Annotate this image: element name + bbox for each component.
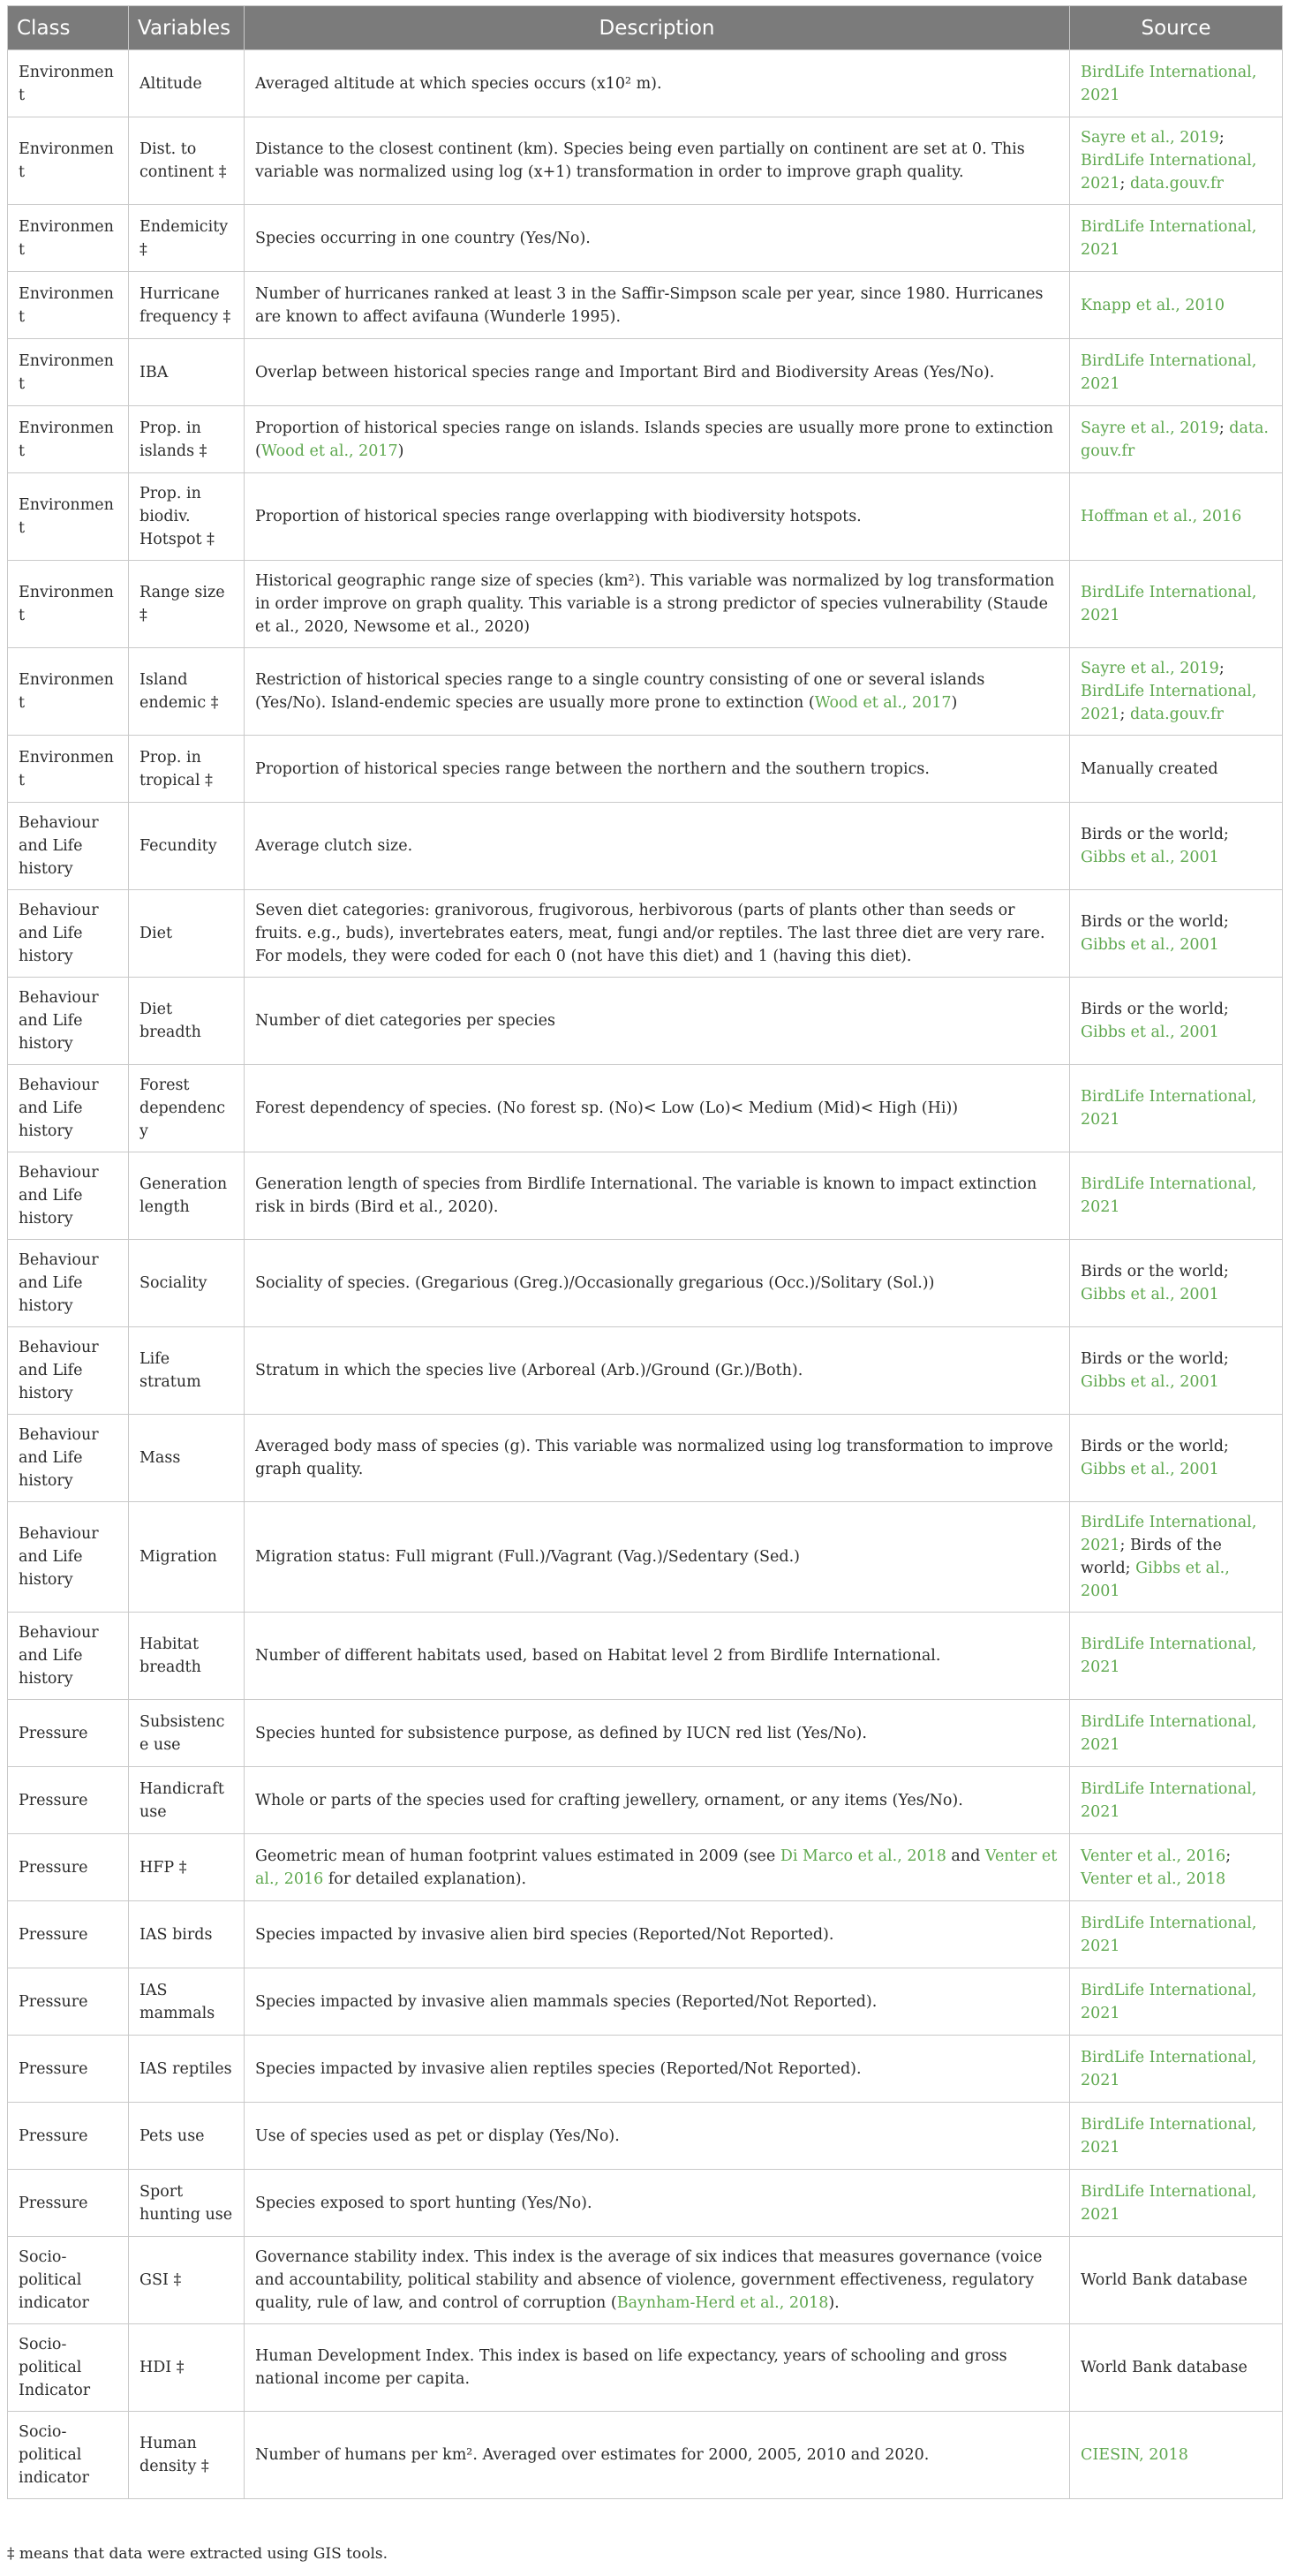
source-link[interactable]: BirdLife International, 2021 (1081, 1175, 1257, 1216)
table-row (8, 1065, 1283, 1152)
cell-source (1070, 2412, 1283, 2499)
source-link[interactable]: CIESIN, 2018 (1081, 2446, 1188, 2464)
cell-class: Behaviour and Life history (8, 1502, 129, 1613)
cell-description (245, 117, 1070, 205)
table-header-row (8, 6, 1283, 50)
cell-class: Environment (8, 406, 129, 473)
table-row (8, 2237, 1283, 2324)
cell-variable: HFP ‡ (129, 1834, 245, 1901)
cell-description (245, 561, 1070, 648)
table-row (8, 648, 1283, 736)
cell-source (1070, 2170, 1283, 2237)
source-link[interactable]: Gibbs et al., 2001 (1081, 1560, 1230, 1600)
cell-description (245, 736, 1070, 803)
citation-link[interactable]: Wood et al., 2017 (260, 442, 398, 460)
cell-class: Behaviour and Life history (8, 978, 129, 1065)
source-link[interactable]: BirdLife International, 2021 (1081, 584, 1257, 624)
source-text: Birds or the world; (1081, 826, 1229, 843)
source-text: Birds or the world; (1081, 913, 1229, 931)
source-text: Birds or the world; (1081, 1438, 1229, 1455)
cell-source (1070, 473, 1283, 561)
description-text: Species hunted for subsistence purpose, as defined by IUCN red list (Yes/No). (255, 1724, 867, 1742)
cell-variable: Altitude (129, 50, 245, 117)
description-text: Average clutch size. (255, 837, 413, 855)
table-row (8, 1767, 1283, 1834)
table-row (8, 339, 1283, 406)
cell-description (245, 1152, 1070, 1240)
cell-class: Socio-political indicator (8, 2237, 129, 2324)
source-link[interactable]: Gibbs et al., 2001 (1081, 1286, 1219, 1303)
table-row (8, 1901, 1283, 1968)
cell-variable: Forest dependency (129, 1065, 245, 1152)
description-text: ). (828, 2294, 840, 2312)
cell-source (1070, 1834, 1283, 1901)
cell-variable: Human density ‡ (129, 2412, 245, 2499)
source-link[interactable]: Gibbs et al., 2001 (1081, 1024, 1219, 1041)
table-container (7, 5, 1282, 2499)
cell-description (245, 1700, 1070, 1767)
source-link[interactable]: BirdLife International, 2021 (1081, 1712, 1257, 1754)
cell-class: Pressure (8, 1767, 129, 1834)
cell-class: Behaviour and Life history (8, 1240, 129, 1327)
cell-class: Pressure (8, 1834, 129, 1901)
cell-class: Behaviour and Life history (8, 1327, 129, 1415)
cell-description (245, 1968, 1070, 2036)
source-link[interactable]: data.gouv.fr (1130, 175, 1224, 193)
description-text: for detailed explanation). (323, 1870, 527, 1888)
cell-variable: Migration (129, 1502, 245, 1613)
source-text: World Bank database (1081, 2271, 1248, 2289)
cell-class: Socio-political indicator (8, 2412, 129, 2499)
source-text: ; (1218, 129, 1225, 147)
description-text: and (946, 1847, 985, 1865)
description-text: Use of species used as pet or display (Yes/No). (255, 2127, 620, 2145)
cell-description (245, 1327, 1070, 1415)
source-link[interactable]: BirdLife International, 2021 (1081, 683, 1257, 723)
description-text: Whole or parts of the species used for crafting jewellery, ornament, or any items (Yes/No). (255, 1791, 963, 1809)
description-text: Species occurring in one country (Yes/No). (255, 229, 591, 247)
source-link[interactable]: Gibbs et al., 2001 (1081, 936, 1219, 954)
cell-class: Environment (8, 736, 129, 803)
cell-variable: Habitat breadth (129, 1613, 245, 1700)
table-row (8, 205, 1283, 272)
cell-source (1070, 2103, 1283, 2170)
description-text: ) (397, 442, 404, 460)
table-row (8, 406, 1283, 473)
cell-source (1070, 803, 1283, 890)
table-row (8, 473, 1283, 561)
cell-source (1070, 2036, 1283, 2103)
description-text: Number of humans per km². Averaged over estimates for 2000, 2005, 2010 and 2020. (255, 2446, 930, 2464)
cell-class: Environment (8, 50, 129, 117)
table-row (8, 890, 1283, 978)
cell-variable: IAS reptiles (129, 2036, 245, 2103)
source-link[interactable]: Venter et al., 2016 (1081, 1847, 1226, 1865)
cell-class: Environment (8, 339, 129, 406)
source-link[interactable]: BirdLife International, 2021 (1081, 2048, 1257, 2089)
cell-class: Behaviour and Life history (8, 803, 129, 890)
description-text: Restriction of historical species range to a single country consisting of one or several islands (Yes/No). Island-endemic species are usually more prone to extinction ( (255, 671, 985, 712)
cell-variable: Prop. in tropical ‡ (129, 736, 245, 803)
description-text: Number of different habitats used, based on Habitat level 2 from Birdlife International. (255, 1647, 941, 1665)
citation-link[interactable]: Wood et al., 2017 (814, 694, 952, 712)
cell-variable: Sociality (129, 1240, 245, 1327)
source-text: ; (1218, 419, 1230, 437)
source-link[interactable]: Hoffman et al., 2016 (1081, 508, 1242, 525)
cell-variable: Mass (129, 1415, 245, 1502)
cell-variable: Dist. to continent ‡ (129, 117, 245, 205)
description-text: Species exposed to sport hunting (Yes/No). (255, 2194, 592, 2212)
cell-variable: GSI ‡ (129, 2237, 245, 2324)
cell-source (1070, 2324, 1283, 2412)
header-variables: Variables (129, 6, 245, 50)
source-link[interactable]: Knapp et al., 2010 (1081, 296, 1225, 314)
cell-description (245, 1502, 1070, 1613)
source-link[interactable]: Sayre et al., 2019 (1081, 129, 1219, 147)
source-link[interactable]: BirdLife International, 2021 (1081, 2182, 1257, 2224)
cell-source (1070, 1065, 1283, 1152)
source-link[interactable]: data.gouv.fr (1130, 706, 1224, 723)
cell-variable: Life stratum (129, 1327, 245, 1415)
cell-description (245, 2103, 1070, 2170)
cell-source (1070, 205, 1283, 272)
source-link[interactable]: BirdLife International, 2021 (1081, 2115, 1257, 2157)
table-body (8, 50, 1283, 2499)
cell-source (1070, 50, 1283, 117)
variables-table (7, 5, 1283, 2499)
cell-variable: Subsistence use (129, 1700, 245, 1767)
cell-variable: Sport hunting use (129, 2170, 245, 2237)
table-row (8, 2324, 1283, 2412)
description-text: Proportion of historical species range overlapping with biodiversity hotspots. (255, 508, 862, 525)
cell-variable: Hurricane frequency ‡ (129, 272, 245, 339)
source-link[interactable]: Gibbs et al., 2001 (1081, 849, 1219, 866)
cell-description (245, 803, 1070, 890)
description-text: Averaged altitude at which species occurs (x10² m). (255, 74, 662, 93)
cell-description (245, 648, 1070, 736)
cell-class: Environment (8, 117, 129, 205)
cell-source (1070, 117, 1283, 205)
source-link[interactable]: BirdLife International, 2021 (1081, 1914, 1257, 1955)
description-text: Migration status: Full migrant (Full.)/Vagrant (Vag.)/Sedentary (Sed.) (255, 1548, 800, 1566)
table-row (8, 1613, 1283, 1700)
table-row (8, 1240, 1283, 1327)
cell-variable: IBA (129, 339, 245, 406)
cell-description (245, 1240, 1070, 1327)
table-row (8, 1834, 1283, 1901)
cell-description (245, 2170, 1070, 2237)
table-row (8, 117, 1283, 205)
table-row (8, 1415, 1283, 1502)
description-text: Generation length of species from Birdlife International. The variable is known to impact extinction risk in birds (Bird et al., 2020). (255, 1175, 1037, 1216)
source-link[interactable]: BirdLife International, 2021 (1081, 63, 1257, 104)
source-link[interactable]: data. gouv.fr (1081, 419, 1269, 460)
table-row (8, 561, 1283, 648)
cell-source (1070, 1415, 1283, 1502)
table-row (8, 2170, 1283, 2237)
source-text: Birds or the world; (1081, 1263, 1229, 1280)
description-text: Governance stability index. This index is the average of six indices that measures governance (voice and accountability, political stability and absence of violence, government effectiveness, regulatory quality, rule of law, and control of corruption ( (255, 2248, 1043, 2312)
description-text: Species impacted by invasive alien mammals species (Reported/Not Reported). (255, 1992, 878, 2011)
header-source: Source (1070, 6, 1283, 50)
cell-source (1070, 1327, 1283, 1415)
cell-variable: IAS mammals (129, 1968, 245, 2036)
description-text: Seven diet categories: granivorous, frugivorous, herbivorous (parts of plants other than seeds or fruits. e.g., buds), invertebrates eaters, meat, fungi and/or reptiles. The last three diet are very rare. For models, they were coded for each 0 (not have this diet) and 1 (having this diet). (255, 902, 1045, 965)
cell-class: Socio-political Indicator (8, 2324, 129, 2412)
cell-source (1070, 2237, 1283, 2324)
cell-variable: Generation length (129, 1152, 245, 1240)
cell-source (1070, 648, 1283, 736)
table-footnote: ‡ means that data were extracted using GIS tools. (7, 2545, 388, 2563)
source-link[interactable]: BirdLife International, 2021 (1081, 1514, 1257, 1554)
citation-link[interactable]: Di Marco et al., 2018 (780, 1847, 946, 1865)
citation-link[interactable]: Baynham-Herd et al., 2018 (616, 2294, 829, 2312)
cell-description (245, 272, 1070, 339)
description-text: Proportion of historical species range between the northern and the southern tropics. (255, 759, 930, 778)
table-row (8, 1152, 1283, 1240)
description-text: Human Development Index. This index is based on life expectancy, years of schooling and gross national income per capita. (255, 2347, 1007, 2388)
table-row (8, 2412, 1283, 2499)
description-text: Proportion of historical species range on islands. Islands species are usually more prone to extinction ( (255, 419, 1054, 460)
cell-description (245, 1767, 1070, 1834)
citation-link[interactable]: Venter et al., 2016 (255, 1847, 1058, 1888)
source-link[interactable]: Sayre et al., 2019 (1081, 419, 1219, 437)
cell-variable: Range size ‡ (129, 561, 245, 648)
source-text: ; (1218, 660, 1225, 677)
cell-source (1070, 272, 1283, 339)
header-class: Class (8, 6, 129, 50)
table-row (8, 736, 1283, 803)
description-text: Stratum in which the species live (Arboreal (Arb.)/Ground (Gr.)/Both). (255, 1362, 803, 1379)
cell-source (1070, 1240, 1283, 1327)
source-text: Birds or the world; (1081, 1350, 1229, 1368)
description-text: Number of diet categories per species (255, 1012, 555, 1030)
cell-description (245, 1613, 1070, 1700)
description-text: Historical geographic range size of species (km²). This variable was normalized by log transformation in order improve on graph quality. This variable is a strong predictor of species vulnerability (Staude et al., 2020, Newsome et al., 2020) (255, 572, 1055, 636)
cell-description (245, 2324, 1070, 2412)
cell-source (1070, 1901, 1283, 1968)
cell-class: Environment (8, 561, 129, 648)
cell-source (1070, 1700, 1283, 1767)
description-text: Forest dependency of species. (No forest sp. (No)< Low (Lo)< Medium (Mid)< High (Hi)) (255, 1099, 959, 1117)
source-text: ; (1225, 1847, 1232, 1865)
cell-variable: Fecundity (129, 803, 245, 890)
source-link[interactable]: BirdLife International, 2021 (1081, 1779, 1257, 1821)
description-text: Species impacted by invasive alien reptiles species (Reported/Not Reported). (255, 2059, 862, 2078)
cell-description (245, 978, 1070, 1065)
source-link[interactable]: BirdLife International, 2021 (1081, 217, 1257, 259)
cell-description (245, 890, 1070, 978)
cell-class: Pressure (8, 1901, 129, 1968)
cell-class: Pressure (8, 1968, 129, 2036)
cell-source (1070, 1152, 1283, 1240)
source-text: Birds or the world; (1081, 1001, 1229, 1018)
source-link[interactable]: BirdLife International, 2021 (1081, 1088, 1257, 1129)
cell-class: Behaviour and Life history (8, 1613, 129, 1700)
table-row (8, 803, 1283, 890)
source-text: ; Birds of the world; (1081, 1537, 1222, 1577)
cell-description (245, 339, 1070, 406)
cell-description (245, 50, 1070, 117)
cell-class: Pressure (8, 2170, 129, 2237)
description-text: ) (951, 694, 958, 712)
source-link[interactable]: Gibbs et al., 2001 (1081, 1461, 1219, 1478)
cell-variable: Diet breadth (129, 978, 245, 1065)
cell-class: Environment (8, 205, 129, 272)
source-link[interactable]: Gibbs et al., 2001 (1081, 1373, 1219, 1391)
table-row (8, 1502, 1283, 1613)
table-row (8, 2036, 1283, 2103)
cell-description (245, 1065, 1070, 1152)
cell-source (1070, 1613, 1283, 1700)
cell-class: Pressure (8, 2103, 129, 2170)
cell-source (1070, 978, 1283, 1065)
cell-source (1070, 1968, 1283, 2036)
cell-source (1070, 1767, 1283, 1834)
source-link[interactable]: Sayre et al., 2019 (1081, 660, 1219, 677)
description-text: Sociality of species. (Gregarious (Greg.)/Occasionally gregarious (Occ.)/Solitary (Sol.)) (255, 1274, 935, 1292)
cell-source (1070, 890, 1283, 978)
table-row (8, 272, 1283, 339)
cell-description (245, 406, 1070, 473)
cell-description (245, 2036, 1070, 2103)
source-link[interactable]: BirdLife International, 2021 (1081, 351, 1257, 393)
description-text: Geometric mean of human footprint values estimated in 2009 (see (255, 1847, 780, 1865)
table-row (8, 978, 1283, 1065)
table-row (8, 1327, 1283, 1415)
cell-description (245, 1415, 1070, 1502)
cell-variable: Endemicity ‡ (129, 205, 245, 272)
source-text: Manually created (1081, 759, 1218, 778)
description-text: Averaged body mass of species (g). This variable was normalized using log transformation to improve graph quality. (255, 1438, 1053, 1478)
cell-source (1070, 406, 1283, 473)
cell-variable: Handicraft use (129, 1767, 245, 1834)
cell-source (1070, 736, 1283, 803)
cell-variable: Prop. in biodiv. Hotspot ‡ (129, 473, 245, 561)
cell-description (245, 2237, 1070, 2324)
cell-class: Environment (8, 272, 129, 339)
source-text: ; (1119, 706, 1131, 723)
cell-description (245, 1834, 1070, 1901)
table-row (8, 50, 1283, 117)
cell-variable: Diet (129, 890, 245, 978)
cell-variable: IAS birds (129, 1901, 245, 1968)
cell-class: Behaviour and Life history (8, 1065, 129, 1152)
description-text: Number of hurricanes ranked at least 3 in the Saffir-Simpson scale per year, since 1980. Hurricanes are known to affect avifauna (Wunderle 1995). (255, 284, 1044, 326)
description-text: Species impacted by invasive alien bird species (Reported/Not Reported). (255, 1925, 834, 1944)
source-link[interactable]: BirdLife International, 2021 (1081, 1981, 1257, 2022)
source-link[interactable]: BirdLife International, 2021 (1081, 1635, 1257, 1676)
cell-source (1070, 339, 1283, 406)
source-link[interactable]: BirdLife International, 2021 (1081, 152, 1257, 193)
source-link[interactable]: Venter et al., 2018 (1081, 1870, 1226, 1888)
cell-source (1070, 561, 1283, 648)
cell-description (245, 1901, 1070, 1968)
cell-class: Behaviour and Life history (8, 1152, 129, 1240)
cell-variable: Pets use (129, 2103, 245, 2170)
cell-class: Behaviour and Life history (8, 1415, 129, 1502)
cell-class: Environment (8, 648, 129, 736)
description-text: Overlap between historical species range and Important Bird and Biodiversity Areas (Yes/No). (255, 363, 995, 381)
cell-class: Pressure (8, 1700, 129, 1767)
description-text: Distance to the closest continent (km). Species being even partially on continent are set at 0. This variable was normalized using log (x+1) transformation in order to improve graph quality. (255, 140, 1025, 181)
cell-class: Environment (8, 473, 129, 561)
source-text: ; (1119, 175, 1131, 193)
cell-variable: Prop. in islands ‡ (129, 406, 245, 473)
table-row (8, 1700, 1283, 1767)
cell-variable: Island endemic ‡ (129, 648, 245, 736)
cell-variable: HDI ‡ (129, 2324, 245, 2412)
cell-source (1070, 1502, 1283, 1613)
cell-class: Behaviour and Life history (8, 890, 129, 978)
cell-description (245, 473, 1070, 561)
cell-class: Pressure (8, 2036, 129, 2103)
cell-description (245, 205, 1070, 272)
table-row (8, 2103, 1283, 2170)
table-row (8, 1968, 1283, 2036)
source-text: World Bank database (1081, 2359, 1248, 2376)
header-description: Description (245, 6, 1070, 50)
cell-description (245, 2412, 1070, 2499)
